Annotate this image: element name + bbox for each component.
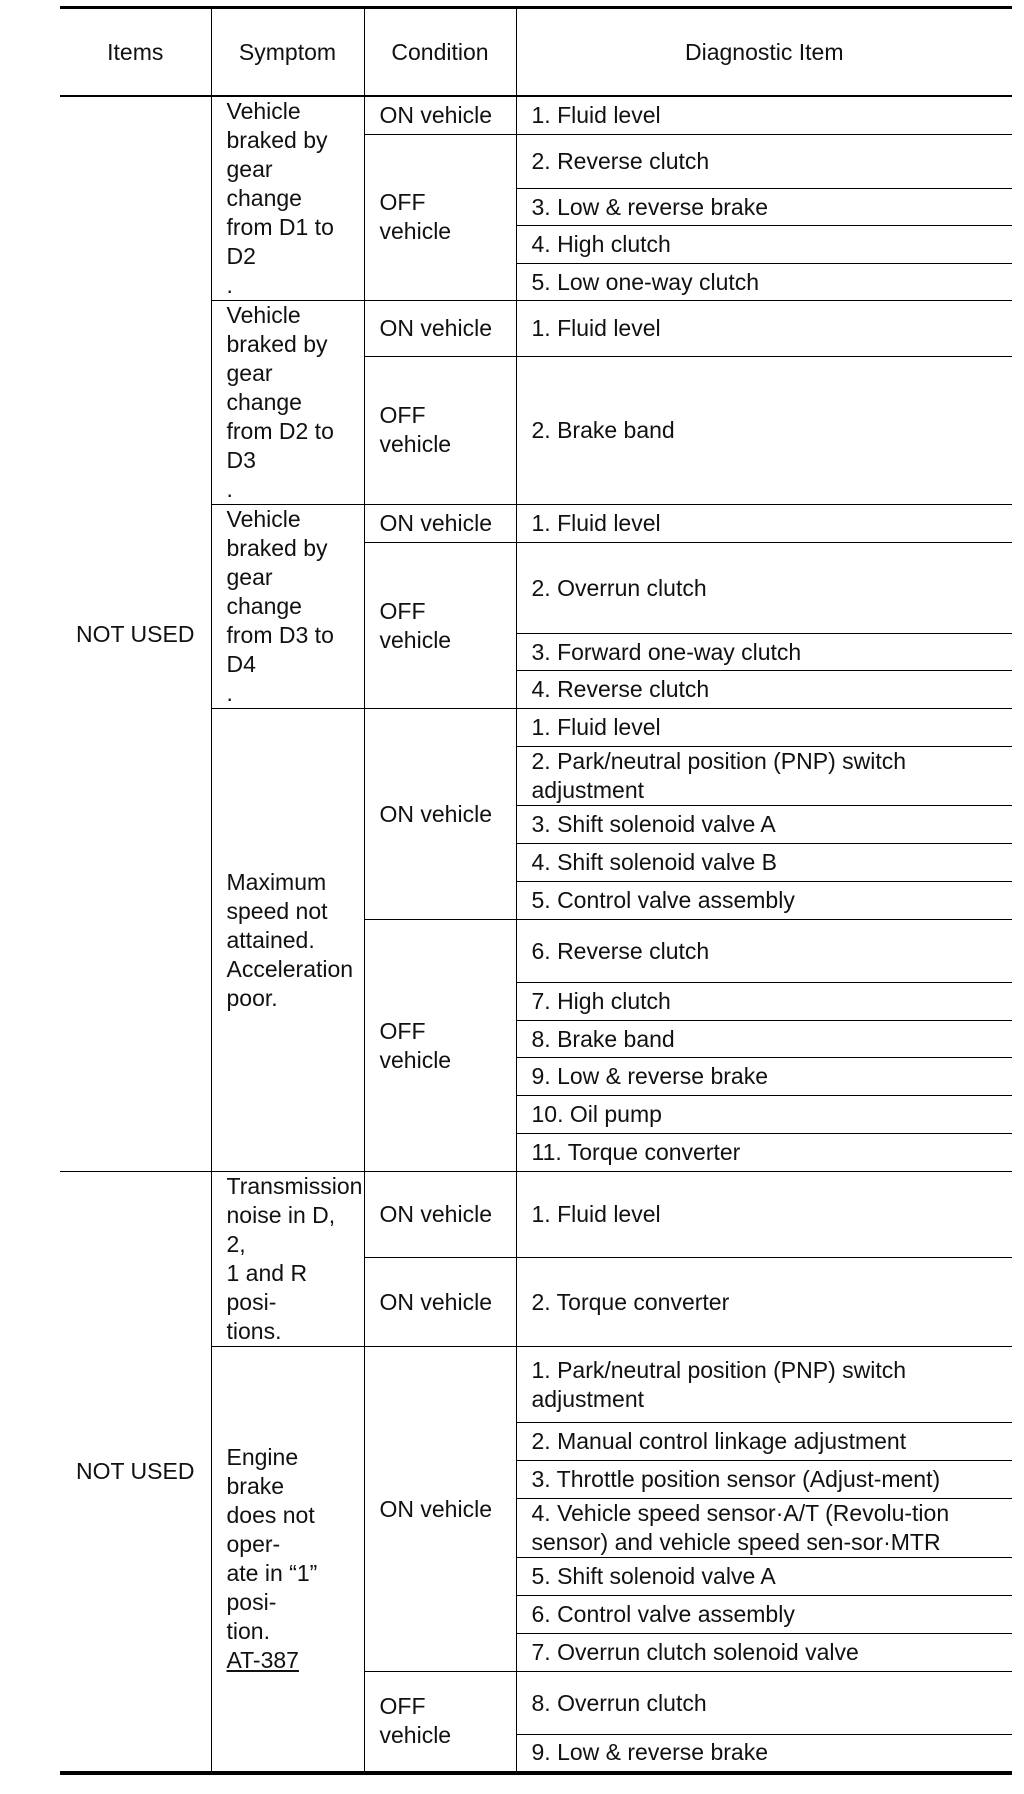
diagnostic-item [516,301,1012,357]
symptom-line: . [226,272,233,298]
condition-label: OFF vehicle [379,597,452,653]
symptom-line: from D3 to D4 [226,622,334,677]
condition-label: ON vehicle [379,1288,492,1315]
diagnostic-item [516,1058,1012,1096]
condition-cell [364,1672,516,1773]
diagnostic-item [516,1258,1012,1347]
diagnostic-text: 2. Manual control linkage adjustment [531,1428,907,1454]
symptom-line: from D1 to D2 [226,214,334,269]
symptom-cell [211,709,364,1172]
symptom-line: gear change [226,564,302,619]
diagnosis-table [60,6,1012,1775]
diagnostic-text: 2. Park/neutral position (PNP) switch adjustment [531,748,907,803]
condition-cell [364,301,516,357]
diagnostic-item [516,134,1012,189]
diagnostic-text: 4. Shift solenoid valve B [531,849,777,875]
diagnostic-item [516,543,1012,634]
condition-cell [364,1258,516,1347]
diagnostic-item [516,882,1012,920]
symptom-line: Vehicle [226,506,301,532]
condition-cell [364,1172,516,1258]
diagnostic-item [516,1021,1012,1058]
diagnostic-item [516,1423,1012,1461]
symptom-line: attained. [226,926,315,953]
symptom-line: braked by [226,535,328,561]
condition-cell [364,709,516,920]
diagnostic-text: 5. Low one-way clutch [531,268,760,295]
diagnostic-item [516,1134,1012,1172]
diagnostic-text: 1. Fluid level [531,714,661,740]
condition-label: ON vehicle [379,800,492,827]
table-body [60,96,1012,1773]
symptom-line: gear change [226,360,302,415]
diagnostic-item [516,1461,1012,1499]
diagnostic-text: 5. Control valve assembly [531,887,795,913]
diagnostic-item [516,709,1012,747]
symptom-cell [211,301,364,505]
symptom-cell [211,1172,364,1347]
condition-label: OFF vehicle [379,402,452,458]
symptom-cell [211,96,364,301]
diagnostic-text: 8. Brake band [531,1025,675,1052]
diagnostic-item [516,1672,1012,1735]
symptom-cell [211,505,364,709]
symptom-line: from D2 to D3 [226,418,334,473]
diagnostic-text: 9. Low & reverse brake [531,1739,769,1766]
header-symptom: Symptom [211,8,364,97]
diagnostic-item [516,1096,1012,1134]
symptom-line: does not oper- [226,1501,315,1557]
table-row [60,96,1012,134]
diagnostic-item [516,920,1012,983]
condition-label: ON vehicle [379,1201,492,1228]
diagnostic-text: 3. Low & reverse brake [531,193,769,220]
diagnostic-item [516,747,1012,806]
diagnostic-item [516,1172,1012,1258]
symptom-line: tions. [226,1318,282,1344]
diagnostic-text: 2. Overrun clutch [531,574,707,601]
symptom-line: noise in D, 2, [226,1202,336,1257]
condition-cell [364,356,516,504]
condition-cell [364,920,516,1172]
diagnostic-text: 4. High clutch [531,231,671,257]
symptom-line: poor. [226,984,278,1011]
symptom-line: Maximum [226,868,327,895]
condition-label: OFF vehicle [379,1693,452,1749]
diagnostic-text: 7. Overrun clutch solenoid valve [531,1639,859,1665]
header-condition: Condition [364,8,516,97]
symptom-line: Vehicle [226,98,301,124]
condition-cell [364,543,516,709]
symptom-line: gear change [226,156,302,211]
condition-cell [364,134,516,301]
diagnostic-text: 3. Throttle position sensor (Adjust-ment) [531,1466,941,1492]
symptom-line: 1 and R posi- [226,1260,308,1315]
diagnostic-text: 7. High clutch [531,988,671,1014]
condition-label: ON vehicle [379,314,492,341]
diagnostic-text: 1. Fluid level [531,314,661,341]
diagnostic-item [516,1499,1012,1558]
symptom-line: Vehicle [226,302,301,328]
diagnostic-text: 3. Forward one-way clutch [531,638,802,665]
items-cell [60,1172,211,1773]
diagnostic-text: 1. Fluid level [531,101,661,128]
diagnostic-text: 4. Vehicle speed sensor·A/T (Revolu-tion sensor) and vehicle speed sen-sor·MTR [531,1500,950,1555]
symptom-cell [211,1347,364,1773]
diagnostic-text: 2. Brake band [531,416,675,443]
diagnostic-item [516,189,1012,226]
diagnostic-item [516,1347,1012,1423]
symptom-line: . [226,476,233,502]
diagnostic-item [516,264,1012,301]
condition-cell [364,96,516,134]
symptom-line: Engine brake [226,1443,299,1499]
diagnostic-text: 11. Torque converter [531,1139,741,1165]
diagnostic-text: 2. Reverse clutch [531,147,710,174]
condition-label: ON vehicle [379,1495,492,1522]
condition-label: ON vehicle [379,510,492,536]
diagnostic-text: 4. Reverse clutch [531,676,710,702]
header-row [60,8,1012,97]
diagnostic-text: 6. Control valve assembly [531,1601,795,1627]
diagnostic-item [516,356,1012,504]
symptom-line: ate in “1” posi- [226,1559,318,1615]
diagnostic-text: 6. Reverse clutch [531,937,710,964]
symptom-line: Acceleration [226,955,354,982]
symptom-line: braked by [226,331,328,357]
symptom-line: Transmission [226,1173,363,1199]
diagnostic-item [516,1596,1012,1634]
diagnostic-item [516,1558,1012,1596]
diagnostic-item [516,671,1012,709]
items-cell [60,96,211,1172]
diagnostic-item [516,806,1012,844]
symptom-line: . [226,680,233,706]
symptom-line: tion. [226,1617,270,1644]
table-row [60,1172,1012,1258]
diagnostic-text: 1. Fluid level [531,1201,661,1228]
condition-label: ON vehicle [379,101,492,128]
diagnostic-item [516,634,1012,671]
diagnostic-item [516,844,1012,882]
items-label: NOT USED [76,620,195,647]
condition-label: OFF vehicle [379,1017,452,1073]
diagnostic-text: 3. Shift solenoid valve A [531,811,776,837]
condition-cell [364,1347,516,1672]
diagnostic-text: 1. Park/neutral position (PNP) switch adjustment [531,1356,907,1412]
diagnostic-text: 1. Fluid level [531,510,661,536]
diagnostic-text: 5. Shift solenoid valve A [531,1563,776,1589]
condition-label: OFF vehicle [379,189,452,245]
diagnostic-item [516,505,1012,543]
symptom-line: braked by [226,127,328,153]
diagnostic-item [516,1735,1012,1773]
items-label: NOT USED [76,1457,195,1484]
reference-link[interactable]: AT-387 [226,1646,299,1673]
diagnostic-text: 2. Torque converter [531,1288,730,1315]
diagnostic-text: 8. Overrun clutch [531,1689,707,1716]
diagnostic-item [516,983,1012,1021]
header-diagnostic-item: Diagnostic Item [516,8,1012,97]
diagnostic-item [516,96,1012,134]
diagnostic-item [516,1634,1012,1672]
diagnostic-item [516,226,1012,264]
diagnostic-text: 9. Low & reverse brake [531,1063,769,1089]
condition-cell [364,505,516,543]
diagnostic-text: 10. Oil pump [531,1101,662,1127]
symptom-line: speed not [226,897,328,924]
header-items: Items [60,8,211,97]
